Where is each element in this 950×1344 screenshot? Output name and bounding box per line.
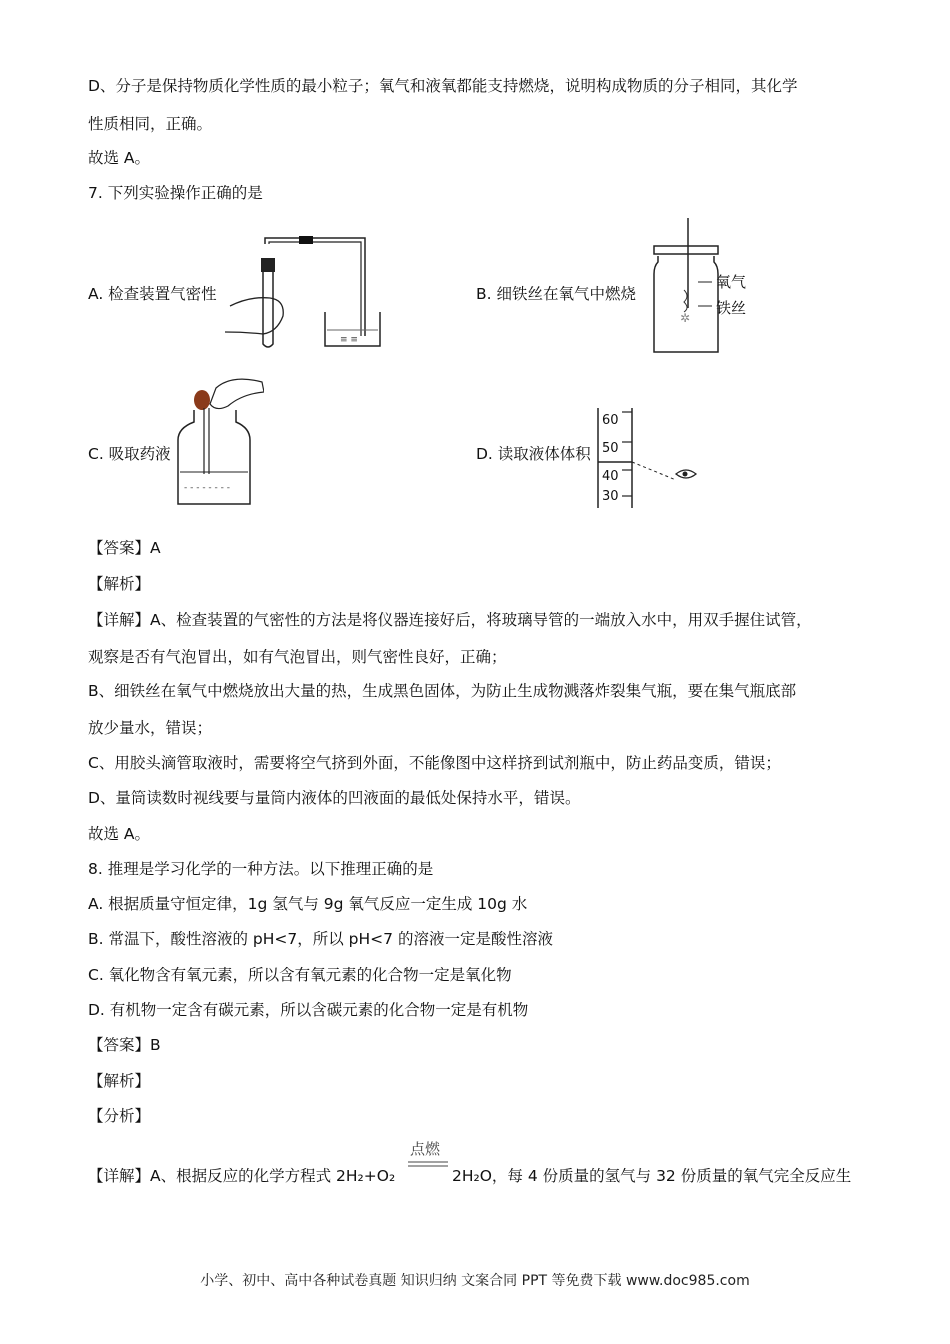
option-d: D. 有机物一定含有碳元素，所以含碳元素的化合物一定是有机物 bbox=[88, 1001, 529, 1019]
text-line: D、量筒读数时视线要与量筒内液体的凹液面的最低处保持水平，错误。 bbox=[88, 789, 581, 807]
question-7: 7. 下列实验操作正确的是 bbox=[88, 184, 263, 202]
option-a: A. 根据质量守恒定律，1g 氢气与 9g 氧气反应一定生成 10g 水 bbox=[88, 895, 528, 913]
equals-sign bbox=[408, 1160, 448, 1170]
analysis: 【解析】 bbox=[88, 575, 151, 593]
reaction-condition: 点燃 bbox=[410, 1140, 441, 1158]
text-line: 性质相同，正确。 bbox=[88, 115, 213, 133]
answer: 【答案】A bbox=[88, 539, 161, 557]
footer: 小学、初中、高中各种试卷真题 知识归纳 文案合同 PPT 等免费下载 www.doc985.com bbox=[200, 1273, 750, 1289]
text-line: 放少量水，错误； bbox=[88, 719, 213, 737]
wire-label: 铁丝 bbox=[716, 299, 747, 317]
svg-text:- - - - - - - -: - - - - - - - - bbox=[184, 483, 231, 493]
airtight-check-figure bbox=[225, 236, 385, 352]
option-c: C. 氧化物含有氧元素，所以含有氧元素的化合物一定是氧化物 bbox=[88, 966, 512, 984]
oxygen-label: 氧气 bbox=[716, 273, 747, 291]
dropper-figure bbox=[172, 378, 264, 508]
iron-wire-figure bbox=[650, 218, 760, 356]
question-8: 8. 推理是学习化学的一种方法。以下推理正确的是 bbox=[88, 860, 434, 878]
option-c-label: C. 吸取药液 bbox=[88, 445, 171, 463]
text-line: C、用胶头滴管取液时，需要将空气挤到外面，不能像图中这样挤到试剂瓶中，防止药品变质，错误； bbox=[88, 754, 781, 772]
tick-30: 30 bbox=[602, 489, 619, 504]
tick-50: 50 bbox=[602, 441, 619, 456]
answer: 【答案】B bbox=[88, 1036, 161, 1054]
tick-60: 60 bbox=[602, 413, 619, 428]
text-line: D、分子是保持物质化学性质的最小粒子；氧气和液氧都能支持燃烧，说明构成物质的分子相同，其化学 bbox=[88, 77, 798, 95]
analysis-sub: 【分析】 bbox=[88, 1107, 151, 1125]
text-line: 观察是否有气泡冒出，如有气泡冒出，则气密性良好，正确； bbox=[88, 648, 507, 666]
text-line: 【详解】A、根据反应的化学方程式 2H₂+O₂ bbox=[88, 1167, 396, 1185]
analysis: 【解析】 bbox=[88, 1072, 151, 1090]
option-b: B. 常温下，酸性溶液的 pH<7，所以 pH<7 的溶液一定是酸性溶液 bbox=[88, 930, 553, 948]
svg-text:≡ ≡: ≡ ≡ bbox=[340, 335, 358, 345]
text-line: 2H₂O，每 4 份质量的氢气与 32 份质量的氧气完全反应生 bbox=[452, 1167, 852, 1185]
text-line: 故选 A。 bbox=[88, 825, 151, 843]
option-d-label: D. 读取液体体积 bbox=[476, 445, 591, 463]
cylinder-reading-figure bbox=[596, 408, 702, 508]
text-line: 【详解】A、检查装置的气密性的方法是将仪器连接好后，将玻璃导管的一端放入水中，用双手握住试管， bbox=[88, 611, 812, 629]
tick-40: 40 bbox=[602, 469, 619, 484]
svg-text:✲: ✲ bbox=[680, 311, 691, 325]
option-b-label: B. 细铁丝在氧气中燃烧 bbox=[476, 285, 636, 303]
text-line: 故选 A。 bbox=[88, 149, 151, 167]
text-line: B、细铁丝在氧气中燃烧放出大量的热，生成黑色固体，为防止生成物溅落炸裂集气瓶，要在集气瓶底部 bbox=[88, 682, 797, 700]
option-a-label: A. 检查装置气密性 bbox=[88, 285, 217, 303]
